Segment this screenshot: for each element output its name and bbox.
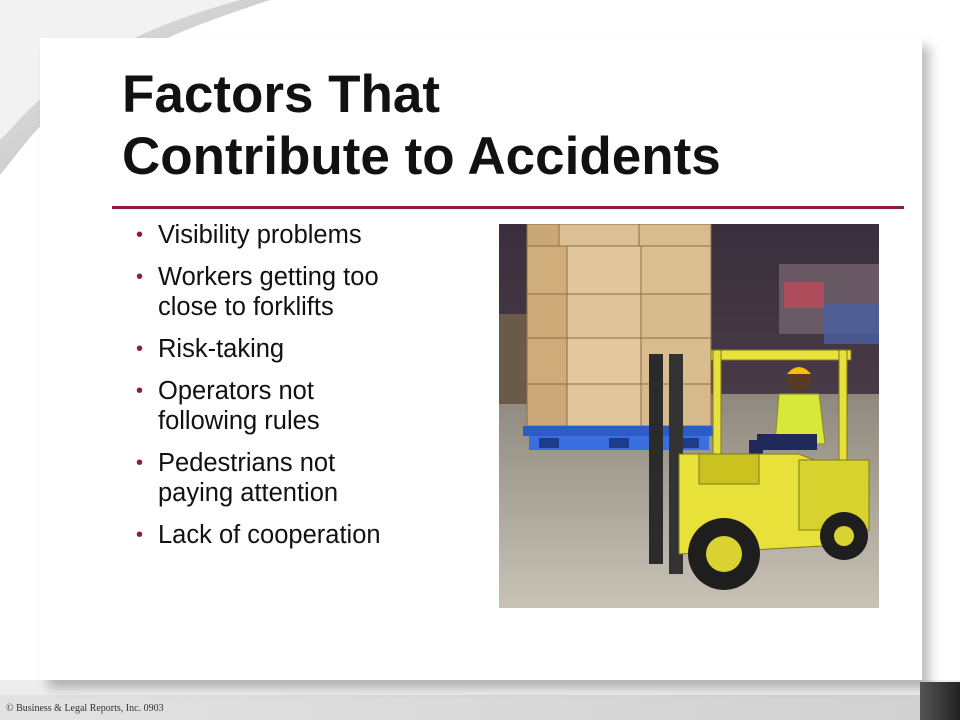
forklift-photo	[499, 224, 879, 608]
blue-pallet	[523, 426, 715, 450]
title-divider	[112, 206, 904, 209]
bullet-item	[136, 262, 456, 322]
slide-title-line-1: Factors That	[122, 65, 441, 124]
bullet-text-continued: paying attention	[158, 479, 339, 507]
bullet-text-continued: following rules	[158, 407, 320, 435]
bullet-icon: •	[136, 452, 144, 474]
slide-title	[122, 64, 882, 188]
forklift-mast	[649, 354, 663, 564]
bullet-text: Risk-taking	[158, 335, 285, 363]
slide-title-line-2: Contribute to Accidents	[122, 127, 721, 186]
bullet-item	[136, 376, 456, 436]
corner-decoration	[920, 682, 960, 720]
bullet-item	[136, 220, 456, 250]
bullet-icon: •	[136, 524, 144, 546]
bullet-icon: •	[136, 380, 144, 402]
bullet-icon: •	[136, 266, 144, 288]
forklift-illustration	[499, 224, 879, 608]
bullet-list	[136, 220, 456, 562]
bullet-text: Operators not	[158, 377, 314, 405]
bullet-item	[136, 448, 456, 508]
background-shelf	[784, 282, 824, 308]
bullet-item	[136, 334, 456, 364]
bullet-text: Workers getting too	[158, 263, 379, 291]
bullet-icon: •	[136, 224, 144, 246]
bullet-text: Pedestrians not	[158, 449, 336, 477]
left-pallet-stack	[499, 314, 529, 404]
bullet-text: Lack of cooperation	[158, 521, 381, 549]
bullet-icon: •	[136, 338, 144, 360]
copyright-footer: © Business & Legal Reports, Inc. 0903	[6, 703, 164, 714]
bullet-text-continued: close to forklifts	[158, 293, 334, 321]
bullet-item	[136, 520, 456, 550]
stacked-boxes	[527, 224, 711, 426]
background-racks	[824, 304, 879, 344]
bullet-text: Visibility problems	[158, 221, 362, 249]
